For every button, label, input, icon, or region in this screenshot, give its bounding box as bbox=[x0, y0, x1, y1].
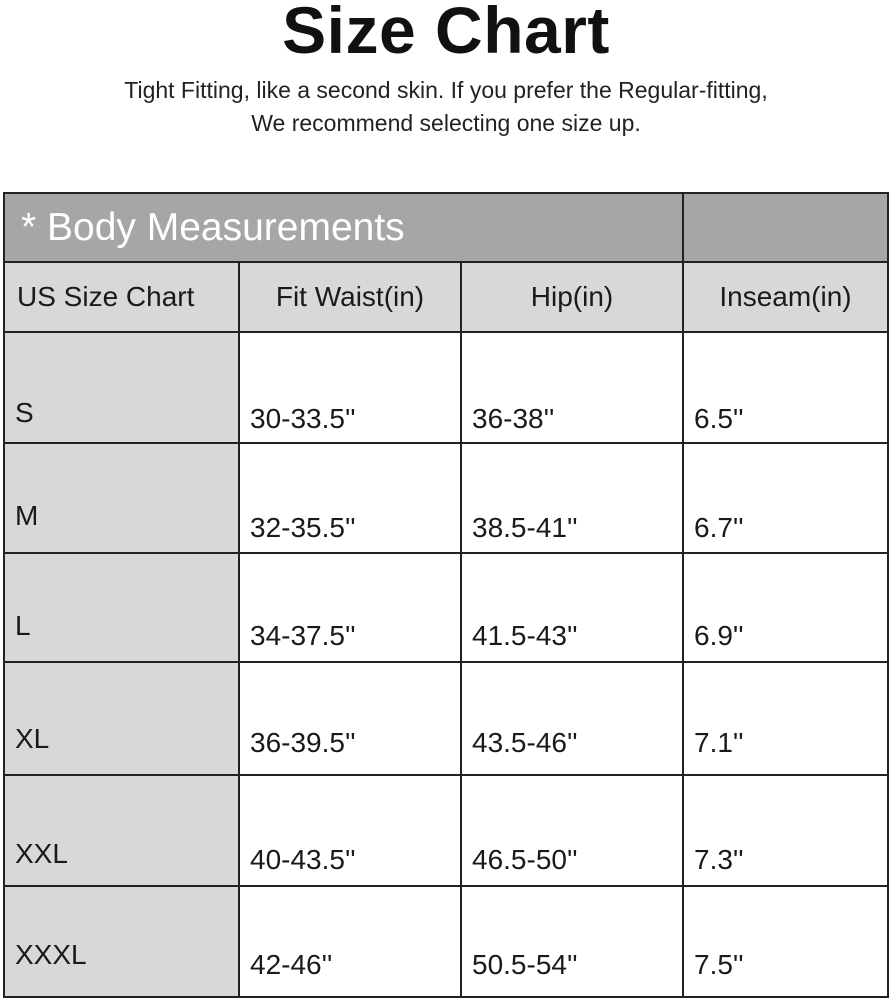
column-header-inseam bbox=[684, 263, 887, 333]
table-cell-inseam bbox=[684, 333, 887, 444]
size-label: XXL bbox=[15, 838, 68, 869]
size-label: XL bbox=[15, 723, 50, 754]
hip-value: 50.5-54'' bbox=[472, 949, 578, 980]
table-cell-hip bbox=[462, 554, 684, 663]
inseam-value: 6.7'' bbox=[694, 512, 744, 543]
table-cell-inseam bbox=[684, 663, 887, 776]
table-cell-inseam bbox=[684, 887, 887, 996]
column-header-hip bbox=[462, 263, 684, 333]
section-band bbox=[5, 194, 683, 263]
table-cell-hip bbox=[462, 444, 684, 554]
size-chart-table bbox=[3, 192, 889, 998]
table-cell-waist bbox=[240, 554, 462, 663]
fit-note-line-2: We recommend selecting one size up. bbox=[251, 110, 641, 136]
table-row-size bbox=[5, 554, 240, 663]
table-cell-inseam bbox=[684, 444, 887, 554]
section-label: * Body Measurements bbox=[21, 205, 405, 249]
table-cell-waist bbox=[240, 444, 462, 554]
table-cell-hip bbox=[462, 776, 684, 887]
size-label: L bbox=[15, 610, 31, 641]
hip-value: 38.5-41'' bbox=[472, 512, 578, 543]
table-row-size bbox=[5, 887, 240, 996]
hip-value: 36-38'' bbox=[472, 403, 555, 434]
section-band-right bbox=[682, 194, 887, 263]
table-cell-waist bbox=[240, 663, 462, 776]
hip-value: 46.5-50'' bbox=[472, 844, 578, 875]
table-cell-hip bbox=[462, 887, 684, 996]
hip-value: 43.5-46'' bbox=[472, 727, 578, 758]
table-row-size bbox=[5, 444, 240, 554]
table-cell-inseam bbox=[684, 554, 887, 663]
fit-note-line-1: Tight Fitting, like a second skin. If you prefer the Regular-fitting, bbox=[124, 77, 768, 103]
table-cell-hip bbox=[462, 333, 684, 444]
table-cell-waist bbox=[240, 776, 462, 887]
table-row-size bbox=[5, 776, 240, 887]
table-cell-waist bbox=[240, 333, 462, 444]
inseam-value: 7.3'' bbox=[694, 844, 744, 875]
column-header-us-size bbox=[5, 263, 240, 333]
inseam-value: 7.5'' bbox=[694, 949, 744, 980]
waist-value: 42-46'' bbox=[250, 949, 333, 980]
page-title: Size Chart bbox=[282, 0, 610, 67]
waist-value: 32-35.5'' bbox=[250, 512, 356, 543]
table-cell-hip bbox=[462, 663, 684, 776]
table-row-size bbox=[5, 333, 240, 444]
fit-note bbox=[0, 74, 892, 140]
table-row-size bbox=[5, 663, 240, 776]
size-label: XXXL bbox=[15, 939, 87, 970]
inseam-value: 6.5'' bbox=[694, 403, 744, 434]
waist-value: 30-33.5'' bbox=[250, 403, 356, 434]
column-header-label: Fit Waist(in) bbox=[275, 281, 425, 312]
inseam-value: 7.1'' bbox=[694, 727, 744, 758]
waist-value: 36-39.5'' bbox=[250, 727, 356, 758]
column-header-label: Inseam(in) bbox=[719, 281, 852, 312]
hip-value: 41.5-43'' bbox=[472, 620, 578, 651]
size-label: M bbox=[15, 500, 39, 531]
waist-value: 34-37.5'' bbox=[250, 620, 356, 651]
table-cell-inseam bbox=[684, 776, 887, 887]
column-header-label: US Size Chart bbox=[17, 281, 195, 312]
table-cell-waist bbox=[240, 887, 462, 996]
waist-value: 40-43.5'' bbox=[250, 844, 356, 875]
column-header-label: Hip(in) bbox=[530, 281, 614, 312]
inseam-value: 6.9'' bbox=[694, 620, 744, 651]
size-label: S bbox=[15, 397, 34, 428]
column-header-fit-waist bbox=[240, 263, 462, 333]
